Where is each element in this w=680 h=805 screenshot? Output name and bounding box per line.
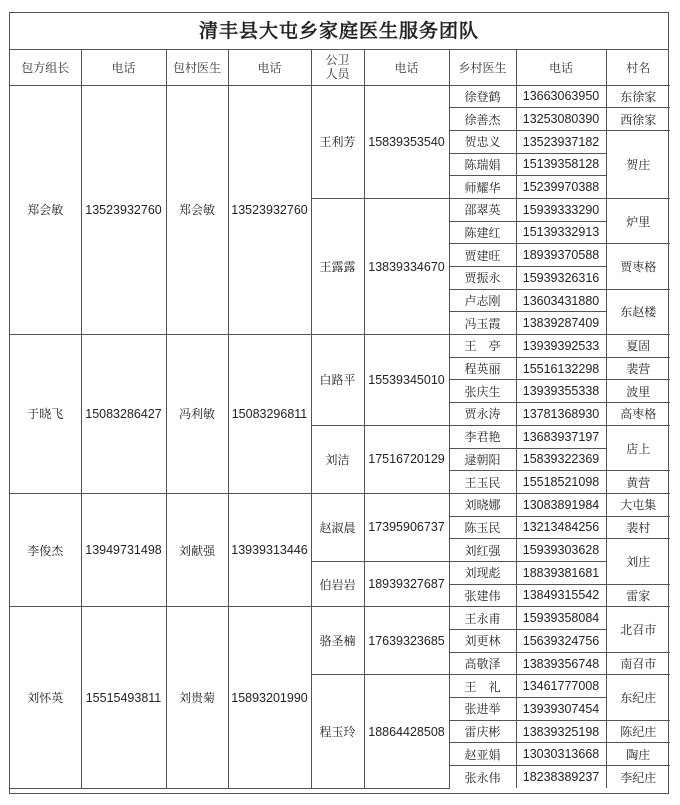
village-doctor-phone: 13839287409 [516, 312, 606, 335]
village-doctor-phone: 13939355338 [516, 380, 606, 403]
village-doctor-phone: 18939370588 [516, 244, 606, 267]
village-doctor-phone: 15839322369 [516, 448, 606, 471]
village-doctor-name: 赵亚娟 [449, 743, 516, 766]
village-name: 刘庄 [606, 539, 670, 584]
village-doctor-name: 陈瑞娟 [449, 153, 516, 176]
village-doctor-name: 逯朝阳 [449, 448, 516, 471]
village-name: 裴村 [606, 516, 670, 539]
leader-phone: 15515493811 [81, 607, 166, 789]
village-doctor-phone: 13253080390 [516, 108, 606, 131]
village-doctor-name: 程英丽 [449, 357, 516, 380]
village-name: 炉里 [606, 198, 670, 243]
village-name: 陈纪庄 [606, 720, 670, 743]
public-health-phone: 17639323685 [364, 607, 449, 675]
village-doctor-name: 贾永涛 [449, 403, 516, 426]
public-health-name: 王利芳 [311, 85, 364, 198]
village-doctor-phone: 13839325198 [516, 720, 606, 743]
leader-name: 刘怀英 [10, 607, 81, 789]
village-name: 波里 [606, 380, 670, 403]
village-doctor-phone: 15939333290 [516, 198, 606, 221]
public-health-phone: 17395906737 [364, 493, 449, 561]
village-name: 雷家 [606, 584, 670, 607]
village-doctor-name: 王 亭 [449, 335, 516, 358]
public-health-name: 骆圣楠 [311, 607, 364, 675]
public-health-name: 赵淑晨 [311, 493, 364, 561]
village-doctor-name: 王玉民 [449, 471, 516, 494]
village-doctor-phone: 13683937197 [516, 425, 606, 448]
village-doctor-phone: 15639324756 [516, 630, 606, 653]
doctor-name: 郑会敏 [166, 85, 228, 335]
village-doctor-phone: 13839356748 [516, 652, 606, 675]
header-cell: 包村医生 [166, 50, 228, 85]
leader-name: 郑会敏 [10, 85, 81, 335]
leader-phone: 13523932760 [81, 85, 166, 335]
village-doctor-name: 贾振永 [449, 267, 516, 290]
header-cell: 电话 [81, 50, 166, 85]
village-doctor-phone: 18238389237 [516, 766, 606, 789]
public-health-name: 王露露 [311, 198, 364, 334]
village-doctor-name: 张建伟 [449, 584, 516, 607]
header-cell: 公卫人员 [311, 50, 364, 85]
village-doctor-name: 王永甫 [449, 607, 516, 630]
village-doctor-phone: 15516132298 [516, 357, 606, 380]
village-name: 李纪庄 [606, 766, 670, 789]
table-row [10, 493, 670, 516]
doctor-phone: 13939313446 [228, 493, 311, 606]
leader-name: 于晓飞 [10, 335, 81, 494]
village-doctor-name: 雷庆彬 [449, 720, 516, 743]
header-cell: 包方组长 [10, 50, 81, 85]
public-health-name: 伯岩岩 [311, 561, 364, 606]
village-doctor-name: 刘更林 [449, 630, 516, 653]
roster-table [10, 50, 670, 789]
village-doctor-name: 邵翠英 [449, 198, 516, 221]
leader-phone: 15083286427 [81, 335, 166, 494]
village-doctor-phone: 13939392533 [516, 335, 606, 358]
village-doctor-name: 师耀华 [449, 176, 516, 199]
village-doctor-phone: 18839381681 [516, 561, 606, 584]
doctor-phone: 13523932760 [228, 85, 311, 335]
doctor-phone: 15893201990 [228, 607, 311, 789]
village-doctor-phone: 13849315542 [516, 584, 606, 607]
village-name: 裴营 [606, 357, 670, 380]
village-doctor-name: 刘晓娜 [449, 493, 516, 516]
village-doctor-phone: 13603431880 [516, 289, 606, 312]
village-name: 大屯集 [606, 493, 670, 516]
village-doctor-name: 陈建红 [449, 221, 516, 244]
header-cell: 电话 [228, 50, 311, 85]
team-roster-sheet [9, 12, 669, 794]
village-doctor-phone: 15939303628 [516, 539, 606, 562]
doctor-name: 刘贵菊 [166, 607, 228, 789]
village-name: 北召市 [606, 607, 670, 652]
doctor-phone: 15083296811 [228, 335, 311, 494]
leader-name: 李俊杰 [10, 493, 81, 606]
village-doctor-phone: 13781368930 [516, 403, 606, 426]
village-doctor-phone: 13663063950 [516, 85, 606, 108]
village-doctor-phone: 13030313668 [516, 743, 606, 766]
public-health-phone: 13839334670 [364, 198, 449, 334]
public-health-name: 白路平 [311, 335, 364, 426]
village-name: 黄营 [606, 471, 670, 494]
village-name: 高枣格 [606, 403, 670, 426]
village-doctor-name: 李君艳 [449, 425, 516, 448]
public-health-phone: 18939327687 [364, 561, 449, 606]
village-doctor-phone: 15939358084 [516, 607, 606, 630]
village-doctor-phone: 15939326316 [516, 267, 606, 290]
village-doctor-name: 徐登鹤 [449, 85, 516, 108]
village-name: 东徐家 [606, 85, 670, 108]
public-health-phone: 17516720129 [364, 425, 449, 493]
header-cell: 电话 [516, 50, 606, 85]
village-doctor-name: 刘红强 [449, 539, 516, 562]
doctor-name: 冯利敏 [166, 335, 228, 494]
village-doctor-phone: 15239970388 [516, 176, 606, 199]
village-doctor-name: 贾建旺 [449, 244, 516, 267]
village-doctor-phone: 13083891984 [516, 493, 606, 516]
village-doctor-phone: 15139332913 [516, 221, 606, 244]
village-doctor-name: 卢志刚 [449, 289, 516, 312]
village-doctor-phone: 13939307454 [516, 698, 606, 721]
village-doctor-name: 王 礼 [449, 675, 516, 698]
header-cell: 乡村医生 [449, 50, 516, 85]
public-health-name: 刘洁 [311, 425, 364, 493]
doctor-name: 刘献强 [166, 493, 228, 606]
public-health-phone: 15539345010 [364, 335, 449, 426]
public-health-name: 程玉玲 [311, 675, 364, 788]
village-doctor-phone: 15139358128 [516, 153, 606, 176]
village-name: 西徐家 [606, 108, 670, 131]
village-doctor-name: 高敬泽 [449, 652, 516, 675]
sheet-title: 清丰县大屯乡家庭医生服务团队 [10, 13, 668, 50]
public-health-phone: 18864428508 [364, 675, 449, 788]
village-name: 东赵楼 [606, 289, 670, 334]
village-doctor-name: 冯玉霞 [449, 312, 516, 335]
village-doctor-phone: 15518521098 [516, 471, 606, 494]
village-doctor-name: 张庆生 [449, 380, 516, 403]
village-doctor-name: 张永伟 [449, 766, 516, 789]
village-doctor-name: 陈玉民 [449, 516, 516, 539]
table-row [10, 335, 670, 358]
village-name: 南召市 [606, 652, 670, 675]
village-name: 陶庄 [606, 743, 670, 766]
header-cell: 村名 [606, 50, 670, 85]
village-name: 贾枣格 [606, 244, 670, 289]
village-name: 夏固 [606, 335, 670, 358]
table-row [10, 85, 670, 108]
village-doctor-name: 徐善杰 [449, 108, 516, 131]
village-doctor-name: 张进举 [449, 698, 516, 721]
village-doctor-name: 刘现彪 [449, 561, 516, 584]
village-name: 东纪庄 [606, 675, 670, 720]
leader-phone: 13949731498 [81, 493, 166, 606]
public-health-phone: 15839353540 [364, 85, 449, 198]
village-doctor-phone: 13523937182 [516, 130, 606, 153]
village-name: 店上 [606, 425, 670, 470]
village-doctor-phone: 13461777008 [516, 675, 606, 698]
header-cell: 电话 [364, 50, 449, 85]
header-row [10, 50, 670, 85]
village-name: 贺庄 [606, 130, 670, 198]
village-doctor-phone: 13213484256 [516, 516, 606, 539]
table-row [10, 607, 670, 630]
village-doctor-name: 贺忠义 [449, 130, 516, 153]
